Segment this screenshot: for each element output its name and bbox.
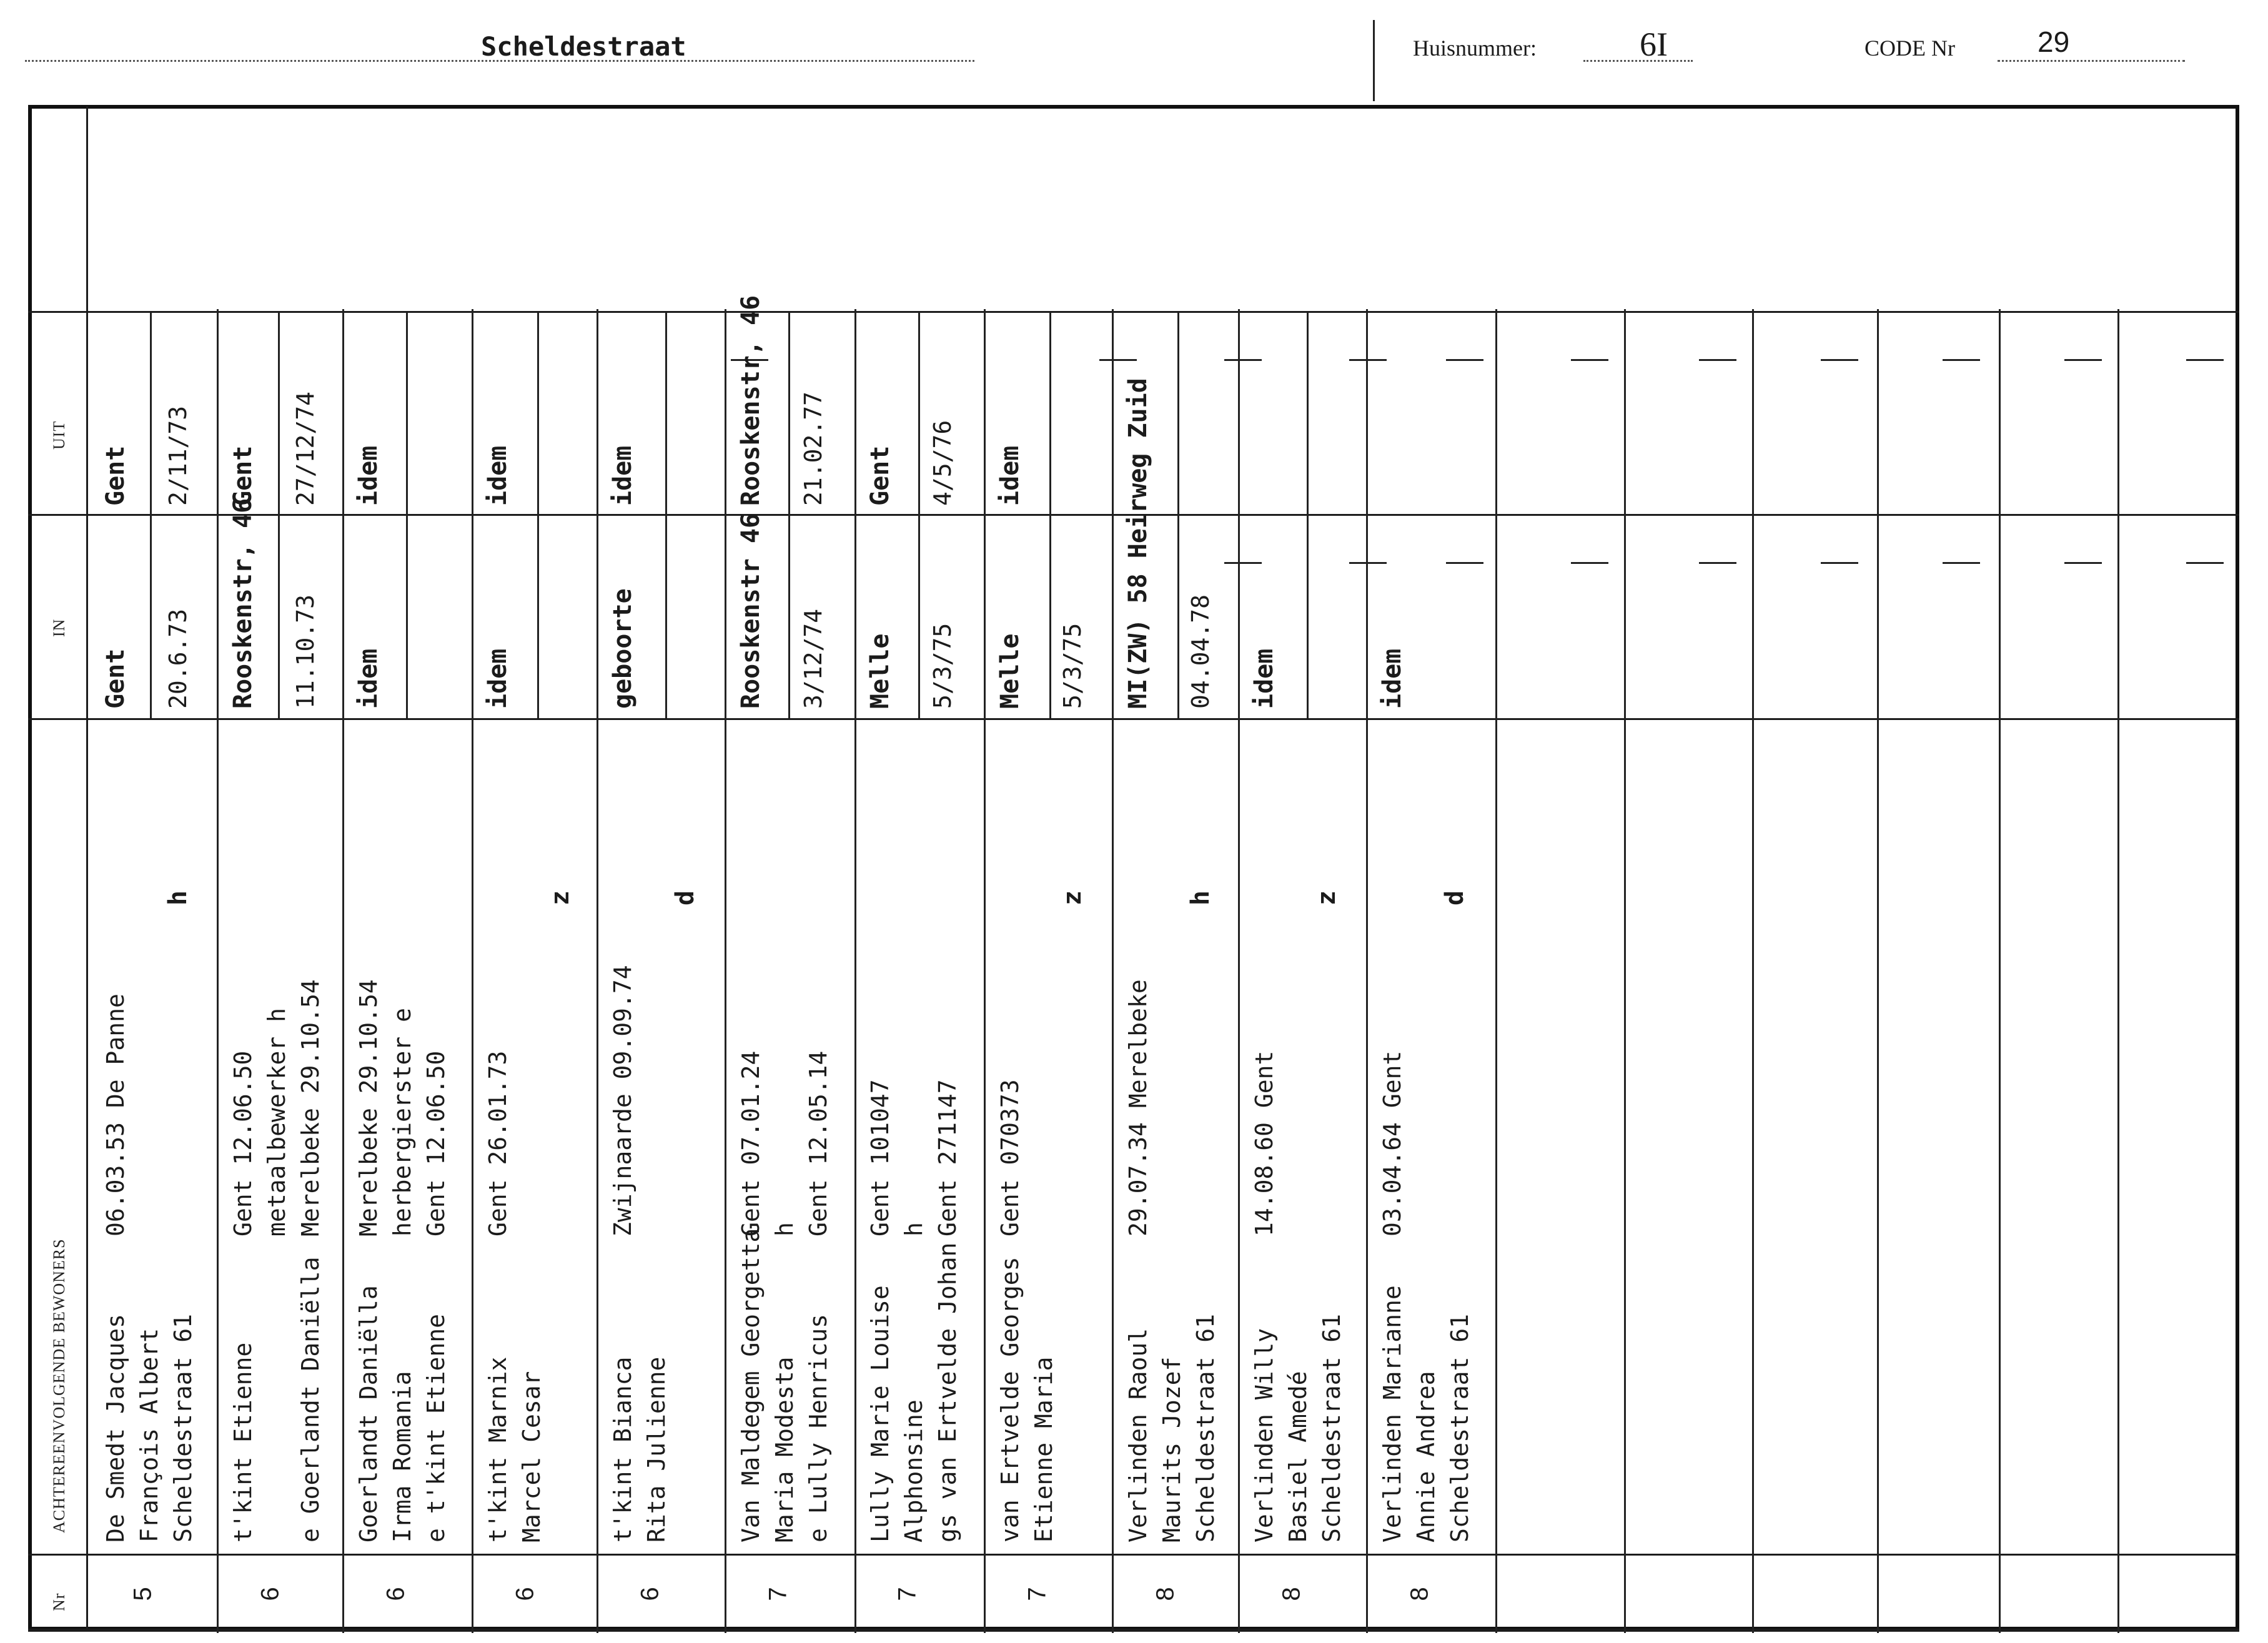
in-place: Gent xyxy=(101,648,130,709)
code-label: CODE Nr xyxy=(1864,36,1955,61)
code-value: 29 xyxy=(2038,26,2070,58)
in-place: Rooskenstr, 46 xyxy=(229,498,257,709)
resident-detail: Gent 101047 xyxy=(866,1079,894,1236)
in-column-label: IN xyxy=(50,618,68,637)
in-date: 5/3/75 xyxy=(1059,623,1086,709)
resident-code: d xyxy=(671,890,700,905)
resident-detail: Merelbeke 29.10.54 xyxy=(297,979,324,1236)
resident-name-line: Marcel Cesar xyxy=(518,1371,545,1542)
resident-detail: Merelbeke 29.10.54 xyxy=(355,979,382,1236)
resident-detail: metaalbewerker h xyxy=(263,1007,290,1236)
street-name: Scheldestraat xyxy=(481,31,686,62)
uit-date: 2/11/73 xyxy=(164,405,192,506)
uit-place: Gent xyxy=(866,445,894,506)
in-place: Melle xyxy=(866,633,894,709)
resident-name-line: t'kint Etienne xyxy=(229,1342,257,1542)
resident-detail: h xyxy=(771,1222,798,1236)
nr-column-label: Nr xyxy=(50,1592,68,1611)
in-place: Rooskenstr 46 xyxy=(736,513,765,709)
resident-detail: 29.07.34 Merelbeke xyxy=(1124,979,1152,1236)
resident-detail: Gent 26.01.73 xyxy=(484,1050,512,1236)
resident-code: d xyxy=(1440,890,1469,905)
in-date: 04.04.78 xyxy=(1187,594,1214,709)
record-nr: 7 xyxy=(764,1587,792,1601)
resident-detail: Gent 12.06.50 xyxy=(229,1050,257,1236)
record-nr: 6 xyxy=(511,1587,539,1601)
resident-name-line: Maria Modesta xyxy=(771,1356,798,1542)
resident-detail: Zwijnaarde 09.09.74 xyxy=(609,965,636,1236)
resident-name-line: t'kint Bianca xyxy=(609,1356,636,1542)
resident-code: h xyxy=(164,890,192,905)
resident-name-line: De Smedt Jacques xyxy=(102,1313,129,1542)
resident-name-line: Irma Romania xyxy=(389,1371,416,1542)
uit-place: Rooskenstr, 46 xyxy=(736,295,765,506)
uit-date: 21.02.77 xyxy=(800,391,827,506)
resident-name-line: Basiel Amedé xyxy=(1284,1371,1312,1542)
resident-name-line: gs van Ertvelde Johan xyxy=(934,1242,961,1542)
resident-name-line: Verlinden Marianne xyxy=(1379,1285,1406,1542)
resident-detail: Gent 271147 xyxy=(934,1079,961,1236)
resident-name-line: Rita Julienne xyxy=(643,1356,670,1542)
record-nr: 7 xyxy=(1023,1587,1051,1601)
record-nr: 6 xyxy=(636,1587,664,1601)
code-dotted-line xyxy=(1998,60,2185,62)
in-place: idem xyxy=(1378,648,1407,709)
in-place: geboorte xyxy=(608,588,637,709)
uit-place: Gent xyxy=(229,445,257,506)
resident-name-line: Verlinden Raoul xyxy=(1124,1328,1152,1542)
in-place: idem xyxy=(1250,648,1279,709)
resident-name-line: Alphonsine xyxy=(900,1399,928,1542)
resident-detail: 14.08.60 Gent xyxy=(1250,1050,1278,1236)
record-nr: 5 xyxy=(129,1587,157,1601)
house-number-label: Huisnummer: xyxy=(1413,36,1537,61)
uit-top-line xyxy=(28,311,2239,313)
record-nr: 7 xyxy=(893,1587,921,1601)
label-column-border xyxy=(86,106,88,1630)
in-date: 11.10.73 xyxy=(292,594,319,709)
resident-name-line: e Goerlandt Daniëlla xyxy=(297,1256,324,1542)
in-date: 20.6.73 xyxy=(164,608,192,709)
resident-name-line: Lully Marie Louise xyxy=(866,1285,894,1542)
resident-detail: h xyxy=(900,1222,928,1236)
record-nr: 8 xyxy=(1405,1587,1434,1601)
record-nr: 8 xyxy=(1151,1587,1179,1601)
bewoners-top-line xyxy=(28,718,2239,720)
resident-name-line: Maurits Jozef xyxy=(1158,1356,1186,1542)
house-number-dotted-line xyxy=(1583,60,1693,62)
uit-place: idem xyxy=(354,445,383,506)
record-nr: 8 xyxy=(1277,1587,1305,1601)
resident-code: z xyxy=(1312,890,1341,905)
resident-detail: 06.03.53 De Panne xyxy=(102,994,129,1236)
resident-name-line: t'kint Marnix xyxy=(484,1356,512,1542)
resident-name-line: e t'kint Etienne xyxy=(422,1313,450,1542)
uit-date: 4/5/76 xyxy=(929,420,956,506)
house-number-value: 6I xyxy=(1640,26,1668,63)
in-place: idem xyxy=(354,648,383,709)
resident-name-line: Scheldestraat 61 xyxy=(1446,1313,1473,1542)
resident-detail: Gent 07.01.24 xyxy=(737,1050,765,1236)
in-place: MI(ZW) 58 Heirweg Zuid xyxy=(1124,378,1152,709)
record-nr: 6 xyxy=(256,1587,284,1601)
resident-code: z xyxy=(1058,890,1087,905)
resident-name-line: van Ertvelde Georges xyxy=(996,1256,1024,1542)
resident-name-line: Annie Andrea xyxy=(1412,1371,1440,1542)
resident-code: h xyxy=(1186,890,1215,905)
resident-name-line: Goerlandt Daniëlla xyxy=(355,1285,382,1542)
uit-date: 27/12/74 xyxy=(292,391,319,506)
resident-detail: Gent 12.06.50 xyxy=(422,1050,450,1236)
in-place: idem xyxy=(483,648,512,709)
resident-detail: Gent 12.05.14 xyxy=(805,1050,832,1236)
resident-name-line: Scheldestraat 61 xyxy=(1318,1313,1345,1542)
resident-name-line: Etienne Maria xyxy=(1030,1356,1057,1542)
record-nr: 6 xyxy=(382,1587,410,1601)
resident-name-line: Scheldestraat 61 xyxy=(169,1313,197,1542)
resident-detail: 03.04.64 Gent xyxy=(1379,1050,1406,1236)
uit-place: idem xyxy=(996,445,1024,506)
in-date: 5/3/75 xyxy=(929,623,956,709)
resident-name-line: e Lully Henricus xyxy=(805,1313,832,1542)
uit-column-label: UIT xyxy=(50,420,68,450)
resident-detail: herbergierster e xyxy=(389,1007,416,1236)
header-divider xyxy=(1373,20,1375,101)
nr-top-line xyxy=(28,1554,2239,1556)
bewoners-column-label: ACHTEREENVOLGENDE BEWONERS xyxy=(50,1238,68,1533)
uit-place: idem xyxy=(483,445,512,506)
uit-place: Gent xyxy=(101,445,130,506)
resident-name-line: François Albert xyxy=(136,1328,163,1542)
resident-detail: Gent 070373 xyxy=(996,1079,1024,1236)
in-place: Melle xyxy=(996,633,1024,709)
resident-name-line: Scheldestraat 61 xyxy=(1192,1313,1219,1542)
in-date: 3/12/74 xyxy=(800,608,827,709)
bottom-line xyxy=(28,1629,2239,1632)
resident-code: z xyxy=(546,890,575,905)
resident-name-line: Verlinden Willy xyxy=(1250,1328,1278,1542)
resident-name-line: Van Maldegem Georgetta xyxy=(737,1228,765,1542)
uit-place: idem xyxy=(608,445,637,506)
